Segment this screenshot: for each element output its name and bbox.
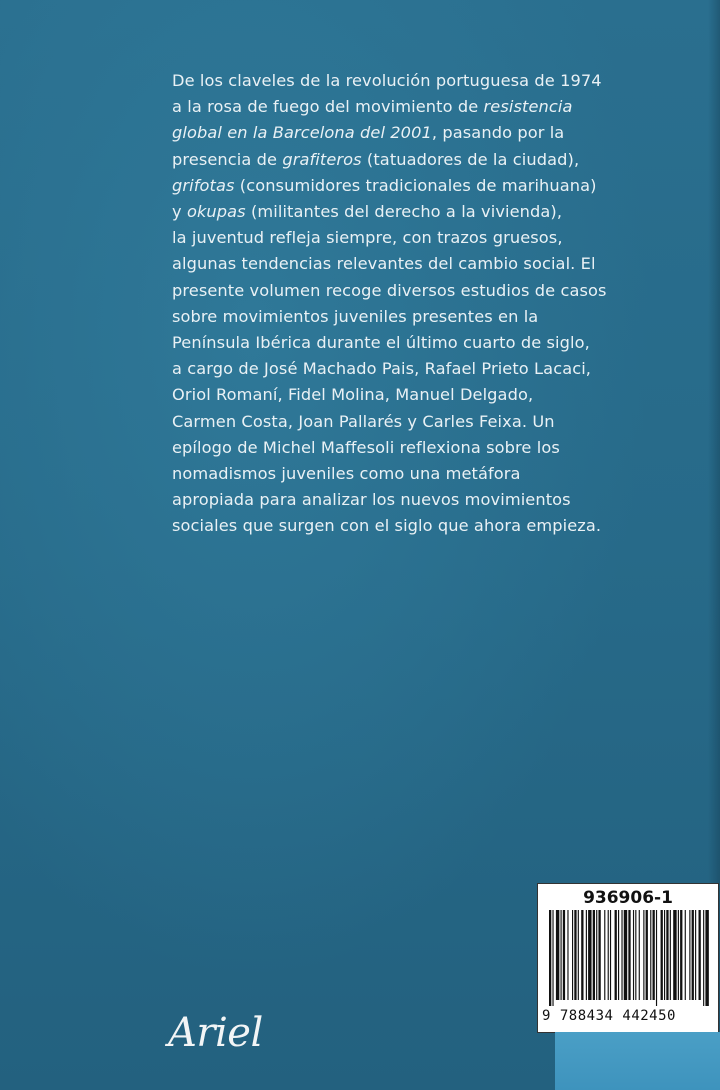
- blurb-line: Península Ibérica durante el último cuarto de siglo,: [172, 333, 590, 353]
- barcode-digits: 9 788434 442450: [542, 1008, 676, 1024]
- barcode-bar: [552, 910, 553, 1006]
- barcode-bar: [618, 910, 619, 1000]
- barcode-bar: [656, 910, 657, 1006]
- barcode-bar: [593, 910, 595, 1000]
- barcode-bar: [628, 910, 630, 1000]
- barcode-bar: [678, 910, 679, 1000]
- blurb-line: nomadismos juveniles como una metáfora: [172, 464, 521, 484]
- blurb-line: algunas tendencias relevantes del cambio social. El: [172, 254, 596, 274]
- barcode-bar: [574, 910, 576, 1000]
- cover-lower-panel: [555, 1032, 720, 1090]
- barcode-icon: [543, 910, 713, 1006]
- barcode-bar: [685, 910, 686, 1000]
- barcode-label: [537, 883, 719, 1033]
- barcode-bar: [633, 910, 634, 1000]
- barcode-bar: [661, 910, 663, 1000]
- barcode-bar: [561, 910, 562, 1000]
- barcode-bar: [567, 910, 568, 1000]
- barcode-code: 936906-1: [583, 888, 673, 908]
- blurb-line: Oriol Romaní, Fidel Molina, Manuel Delgado,: [172, 385, 534, 405]
- barcode-bar: [598, 910, 600, 1000]
- barcode-bar: [695, 910, 696, 1000]
- blurb-line: y okupas (militantes del derecho a la vivienda),: [172, 202, 563, 222]
- barcode-bar: [556, 910, 559, 1000]
- barcode-bar: [615, 910, 617, 1000]
- barcode-bar: [604, 910, 605, 1000]
- blurb-line: sociales que surgen con el siglo que ahora empieza.: [172, 516, 602, 536]
- barcode-bar: [639, 910, 640, 1000]
- barcode-bar: [670, 910, 671, 1000]
- barcode-bar: [673, 910, 676, 1000]
- blurb-line: presencia de grafiteros (tatuadores de la ciudad),: [172, 149, 580, 169]
- barcode-bar: [588, 910, 591, 1000]
- barcode-bar: [586, 910, 587, 1000]
- barcode-bar: [692, 910, 694, 1000]
- barcode-bar: [680, 910, 682, 1000]
- barcode-bar: [703, 910, 704, 1006]
- barcode-bar: [643, 910, 644, 1000]
- blurb-line: epílogo de Michel Maffesoli reflexiona sobre los: [172, 437, 560, 457]
- blurb-line: sobre movimientos juveniles presentes en la: [172, 306, 539, 326]
- blurb-line: grifotas (consumidores tradicionales de marihuana): [172, 175, 597, 195]
- blurb-line: presente volumen recoge diversos estudios de casos: [172, 280, 607, 300]
- blurb-line: a cargo de José Machado Pais, Rafael Prieto Lacaci,: [172, 359, 592, 379]
- barcode-bar: [635, 910, 636, 1000]
- barcode-bar: [650, 910, 651, 1000]
- barcode-bar: [572, 910, 573, 1000]
- blurb-line: De los claveles de la revolución portuguesa de 1974: [172, 71, 602, 90]
- blurb-line: apropiada para analizar los nuevos movimientos: [172, 490, 571, 510]
- barcode-bar: [563, 910, 565, 1000]
- barcode-bar: [689, 910, 690, 1000]
- blurb-line: la juventud refleja siempre, con trazos gruesos,: [172, 228, 563, 248]
- barcode-bar: [666, 910, 668, 1000]
- barcode-bar: [581, 910, 583, 1000]
- publisher-logo: Ariel: [168, 1010, 263, 1056]
- barcode-bar: [646, 910, 648, 1000]
- blurb-line: Carmen Costa, Joan Pallarés y Carles Feixa. Un: [172, 411, 555, 431]
- barcode-bar: [699, 910, 701, 1000]
- barcode-bar: [621, 910, 622, 1000]
- blurb-line: a la rosa de fuego del movimiento de resistencia: [172, 97, 573, 117]
- barcode-bar: [624, 910, 627, 1000]
- barcode-bar: [705, 910, 708, 1006]
- barcode-bar: [608, 910, 609, 1000]
- barcode-bar: [653, 910, 655, 1000]
- blurb-text: [172, 68, 632, 540]
- blurb-line: global en la Barcelona del 2001, pasando por la: [172, 123, 565, 143]
- barcode-bar: [549, 910, 551, 1006]
- barcode-bar: [664, 910, 665, 1000]
- barcode-bar: [610, 910, 611, 1000]
- barcode-bar: [578, 910, 579, 1000]
- barcode-bar: [596, 910, 597, 1000]
